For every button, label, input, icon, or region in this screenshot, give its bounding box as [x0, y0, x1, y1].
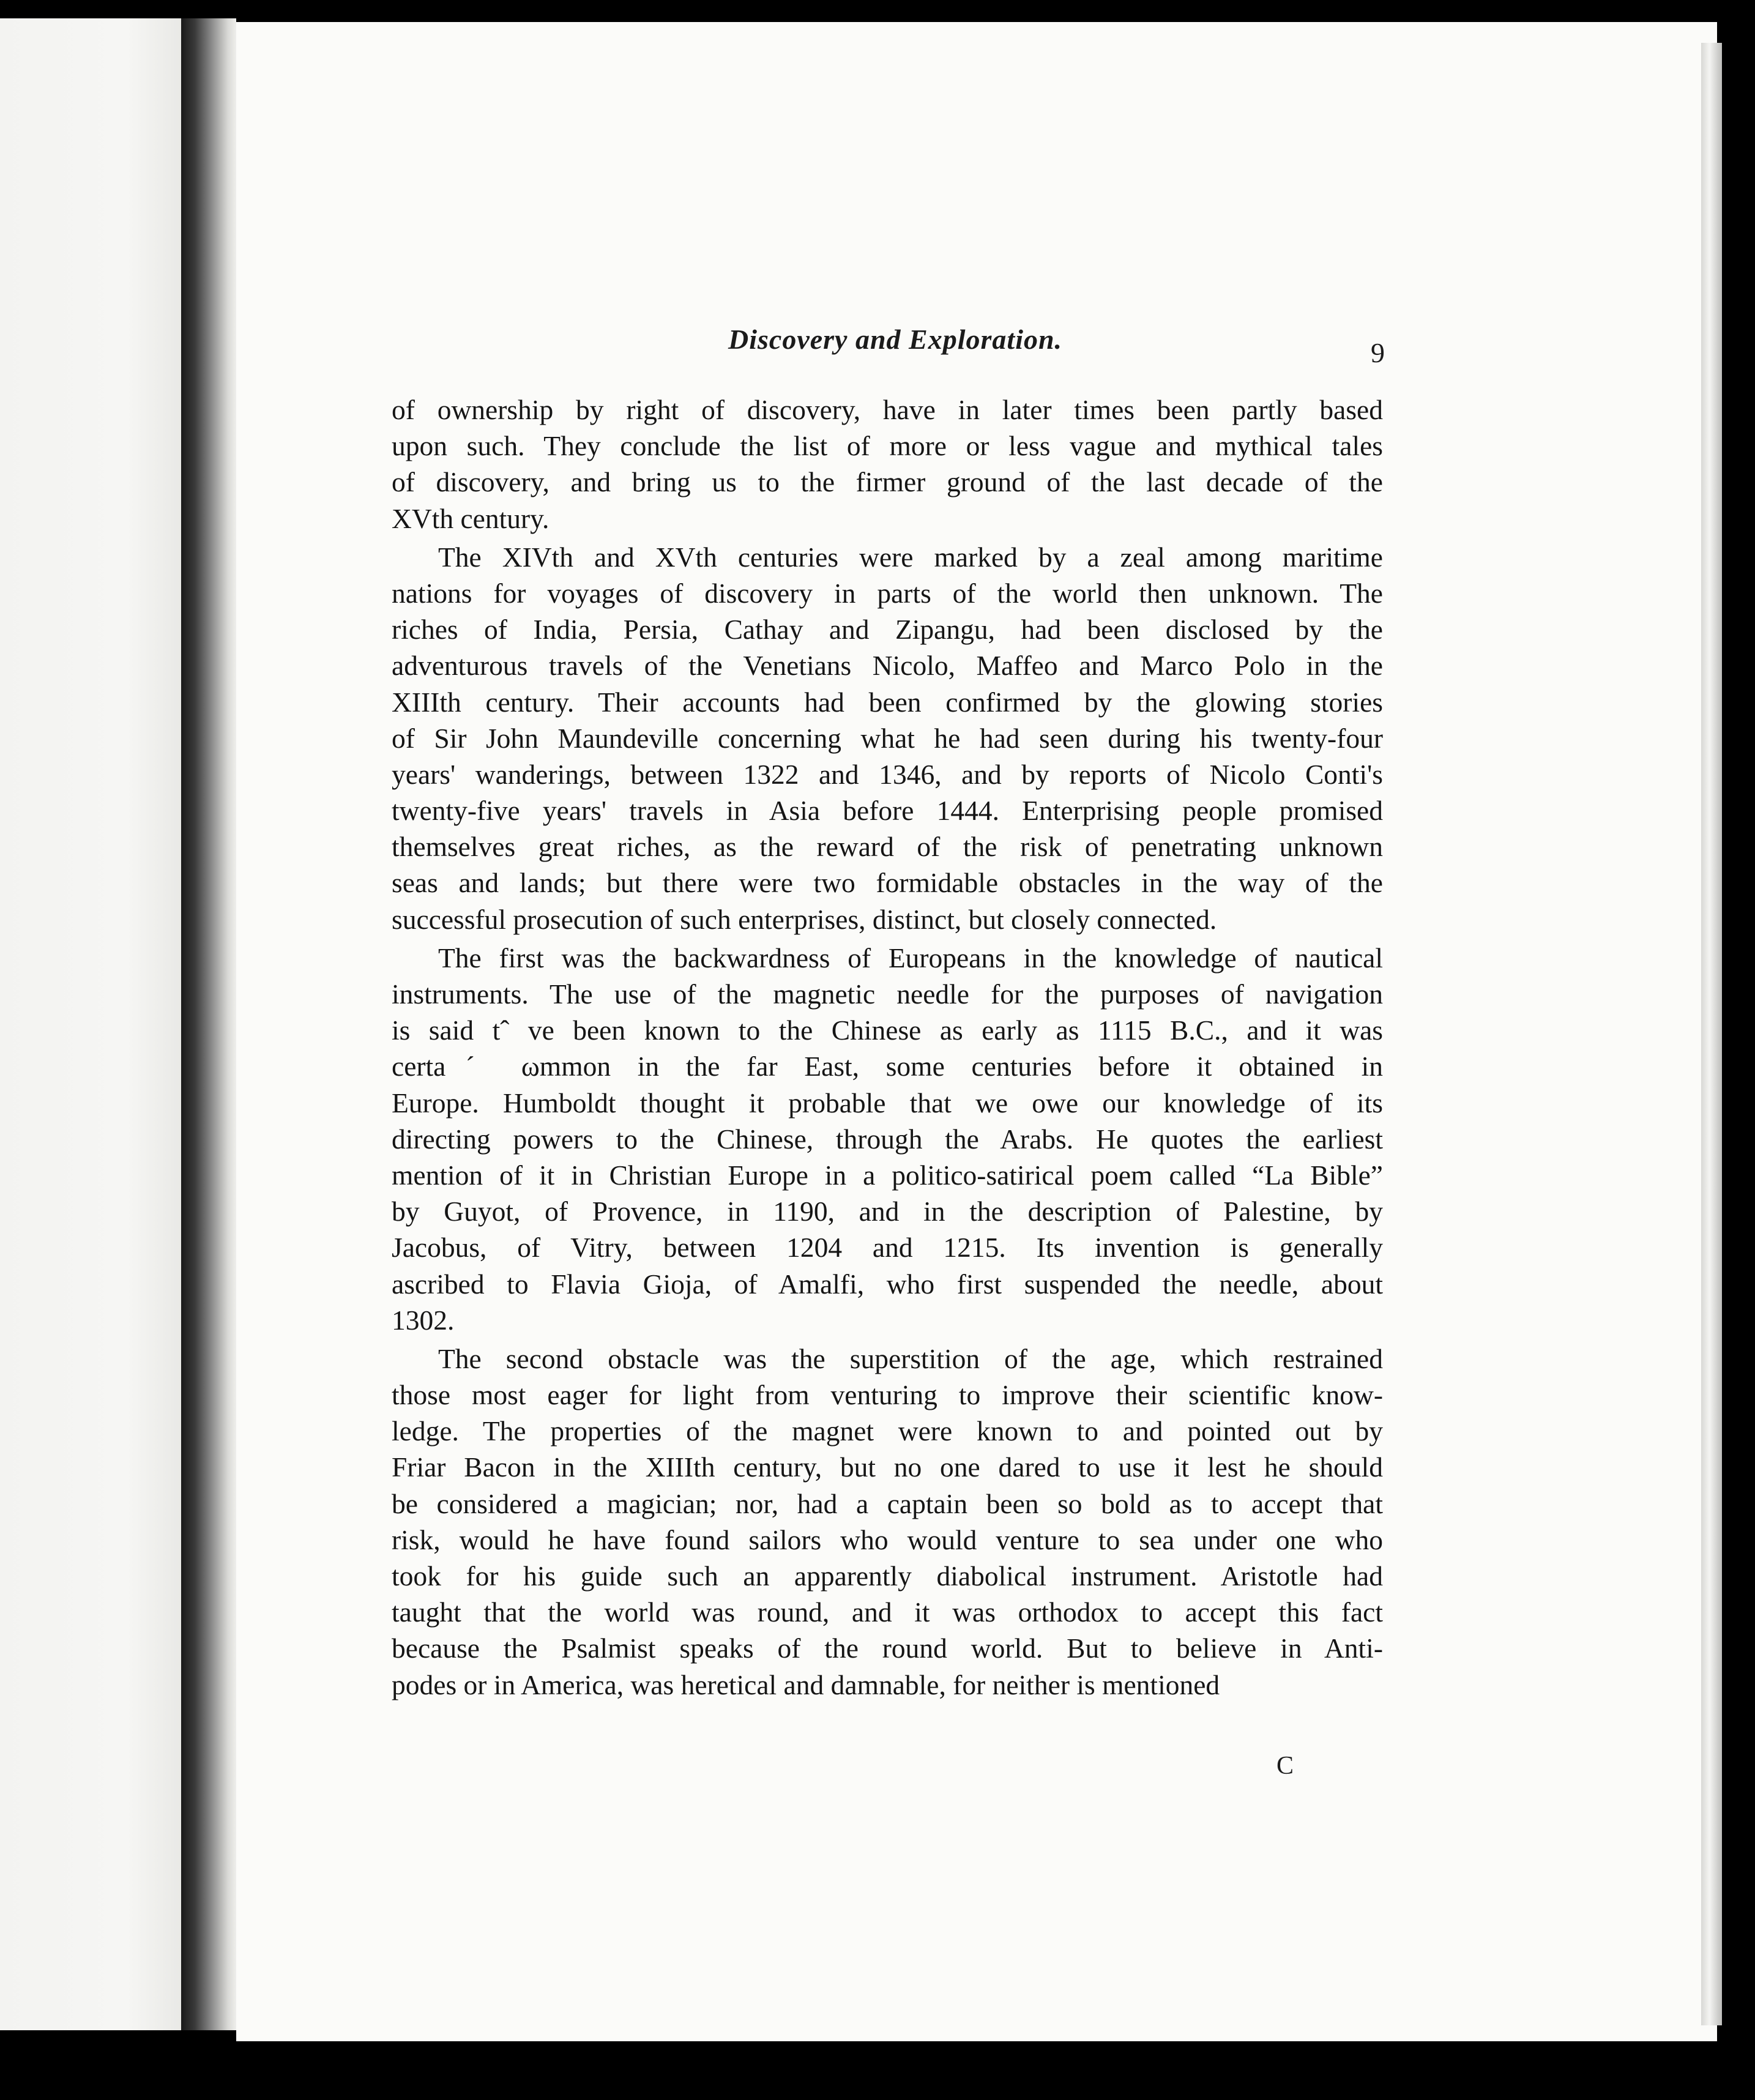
paragraph [392, 392, 1383, 537]
paragraph [392, 539, 1383, 937]
text-line: years' wanderings, between 1322 and 1346, and by reports of Nicolo Conti's [392, 758, 1383, 790]
text-line: risk, would he have found sailors who would venture to sea under one who [392, 1524, 1383, 1555]
text-line: is said tˆ ve been known to the Chinese as early as 1115 B.C., and it was [392, 1015, 1383, 1046]
body-text [392, 392, 1383, 1703]
text-line: Europe. Humboldt thought it probable that we owe our knowledge of its [392, 1087, 1383, 1119]
text-line: The first was the backwardness of Europeans in the knowledge of nautical [438, 942, 1383, 974]
text-line: of Sir John Maundeville concerning what he had seen during his twenty-four [392, 722, 1383, 754]
page-fore-edge [1701, 43, 1722, 2025]
text-line: XVth century. [392, 502, 550, 534]
text-line: The second obstacle was the superstition of the age, which restrained [438, 1342, 1383, 1374]
page-number: 9 [1371, 337, 1385, 368]
text-line: instruments. The use of the magnetic needle for the purposes of navigation [392, 978, 1383, 1010]
text-line: nations for voyages of discovery in parts of the world then unknown. The [392, 577, 1383, 609]
text-line: of ownership by right of discovery, have in later times been partly based [392, 394, 1383, 425]
paragraph [392, 1341, 1383, 1703]
text-line: mention of it in Christian Europe in a politico-satirical poem called “La Bible” [392, 1159, 1383, 1191]
text-line: upon such. They conclude the list of more or less vague and mythical tales [392, 430, 1383, 462]
text-line: seas and lands; but there were two formidable obstacles in the way of the [392, 867, 1383, 899]
text-line: adventurous travels of the Venetians Nicolo, Maffeo and Marco Polo in the [392, 650, 1383, 682]
paragraph [392, 940, 1383, 1338]
text-line: Jacobus, of Vitry, between 1204 and 1215. Its invention is generally [392, 1232, 1383, 1264]
text-line: podes or in America, was heretical and damnable, for neither is mentioned [392, 1669, 1220, 1700]
text-line: be considered a magician; nor, had a captain been so bold as to accept that [392, 1488, 1383, 1519]
text-line: those most eager for light from venturing to improve their scientific know- [392, 1379, 1383, 1411]
text-line: taught that the world was round, and it was orthodox to accept this fact [392, 1596, 1383, 1628]
text-line: took for his guide such an apparently diabolical instrument. Aristotle had [392, 1560, 1383, 1592]
text-line: 1302. [392, 1304, 455, 1336]
text-line: The XIVth and XVth centuries were marked by a zeal among maritime [438, 541, 1383, 573]
text-line: ascribed to Flavia Gioja, of Amalfi, who first suspended the needle, about [392, 1268, 1383, 1300]
text-line: because the Psalmist speaks of the round world. But to believe in Anti- [392, 1633, 1383, 1664]
running-head: Discovery and Exploration. [728, 324, 1063, 355]
text-line: certaˊ ωmmon in the far East, some centuries before it obtained in [392, 1051, 1383, 1082]
text-line: themselves great riches, as the reward of the risk of penetrating unknown [392, 831, 1383, 863]
text-line: Friar Bacon in the XIIIth century, but no one dared to use it lest he should [392, 1451, 1383, 1483]
signature-mark: C [1276, 1752, 1294, 1780]
text-line: directing powers to the Chinese, through the Arabs. He quotes the earliest [392, 1123, 1383, 1155]
text-line: successful prosecution of such enterprises, distinct, but closely connected. [392, 903, 1217, 935]
text-line: by Guyot, of Provence, in 1190, and in the description of Palestine, by [392, 1196, 1383, 1227]
text-line: twenty-five years' travels in Asia before 1444. Enterprising people promised [392, 795, 1383, 827]
text-line: ledge. The properties of the magnet were known to and pointed out by [392, 1415, 1383, 1447]
text-line: XIIIth century. Their accounts had been confirmed by the glowing stories [392, 686, 1383, 718]
left-page-edge [0, 18, 181, 2030]
text-line: of discovery, and bring us to the firmer ground of the last decade of the [392, 466, 1383, 498]
text-line: riches of India, Persia, Cathay and Zipangu, had been disclosed by the [392, 614, 1383, 646]
book-gutter [181, 18, 236, 2030]
